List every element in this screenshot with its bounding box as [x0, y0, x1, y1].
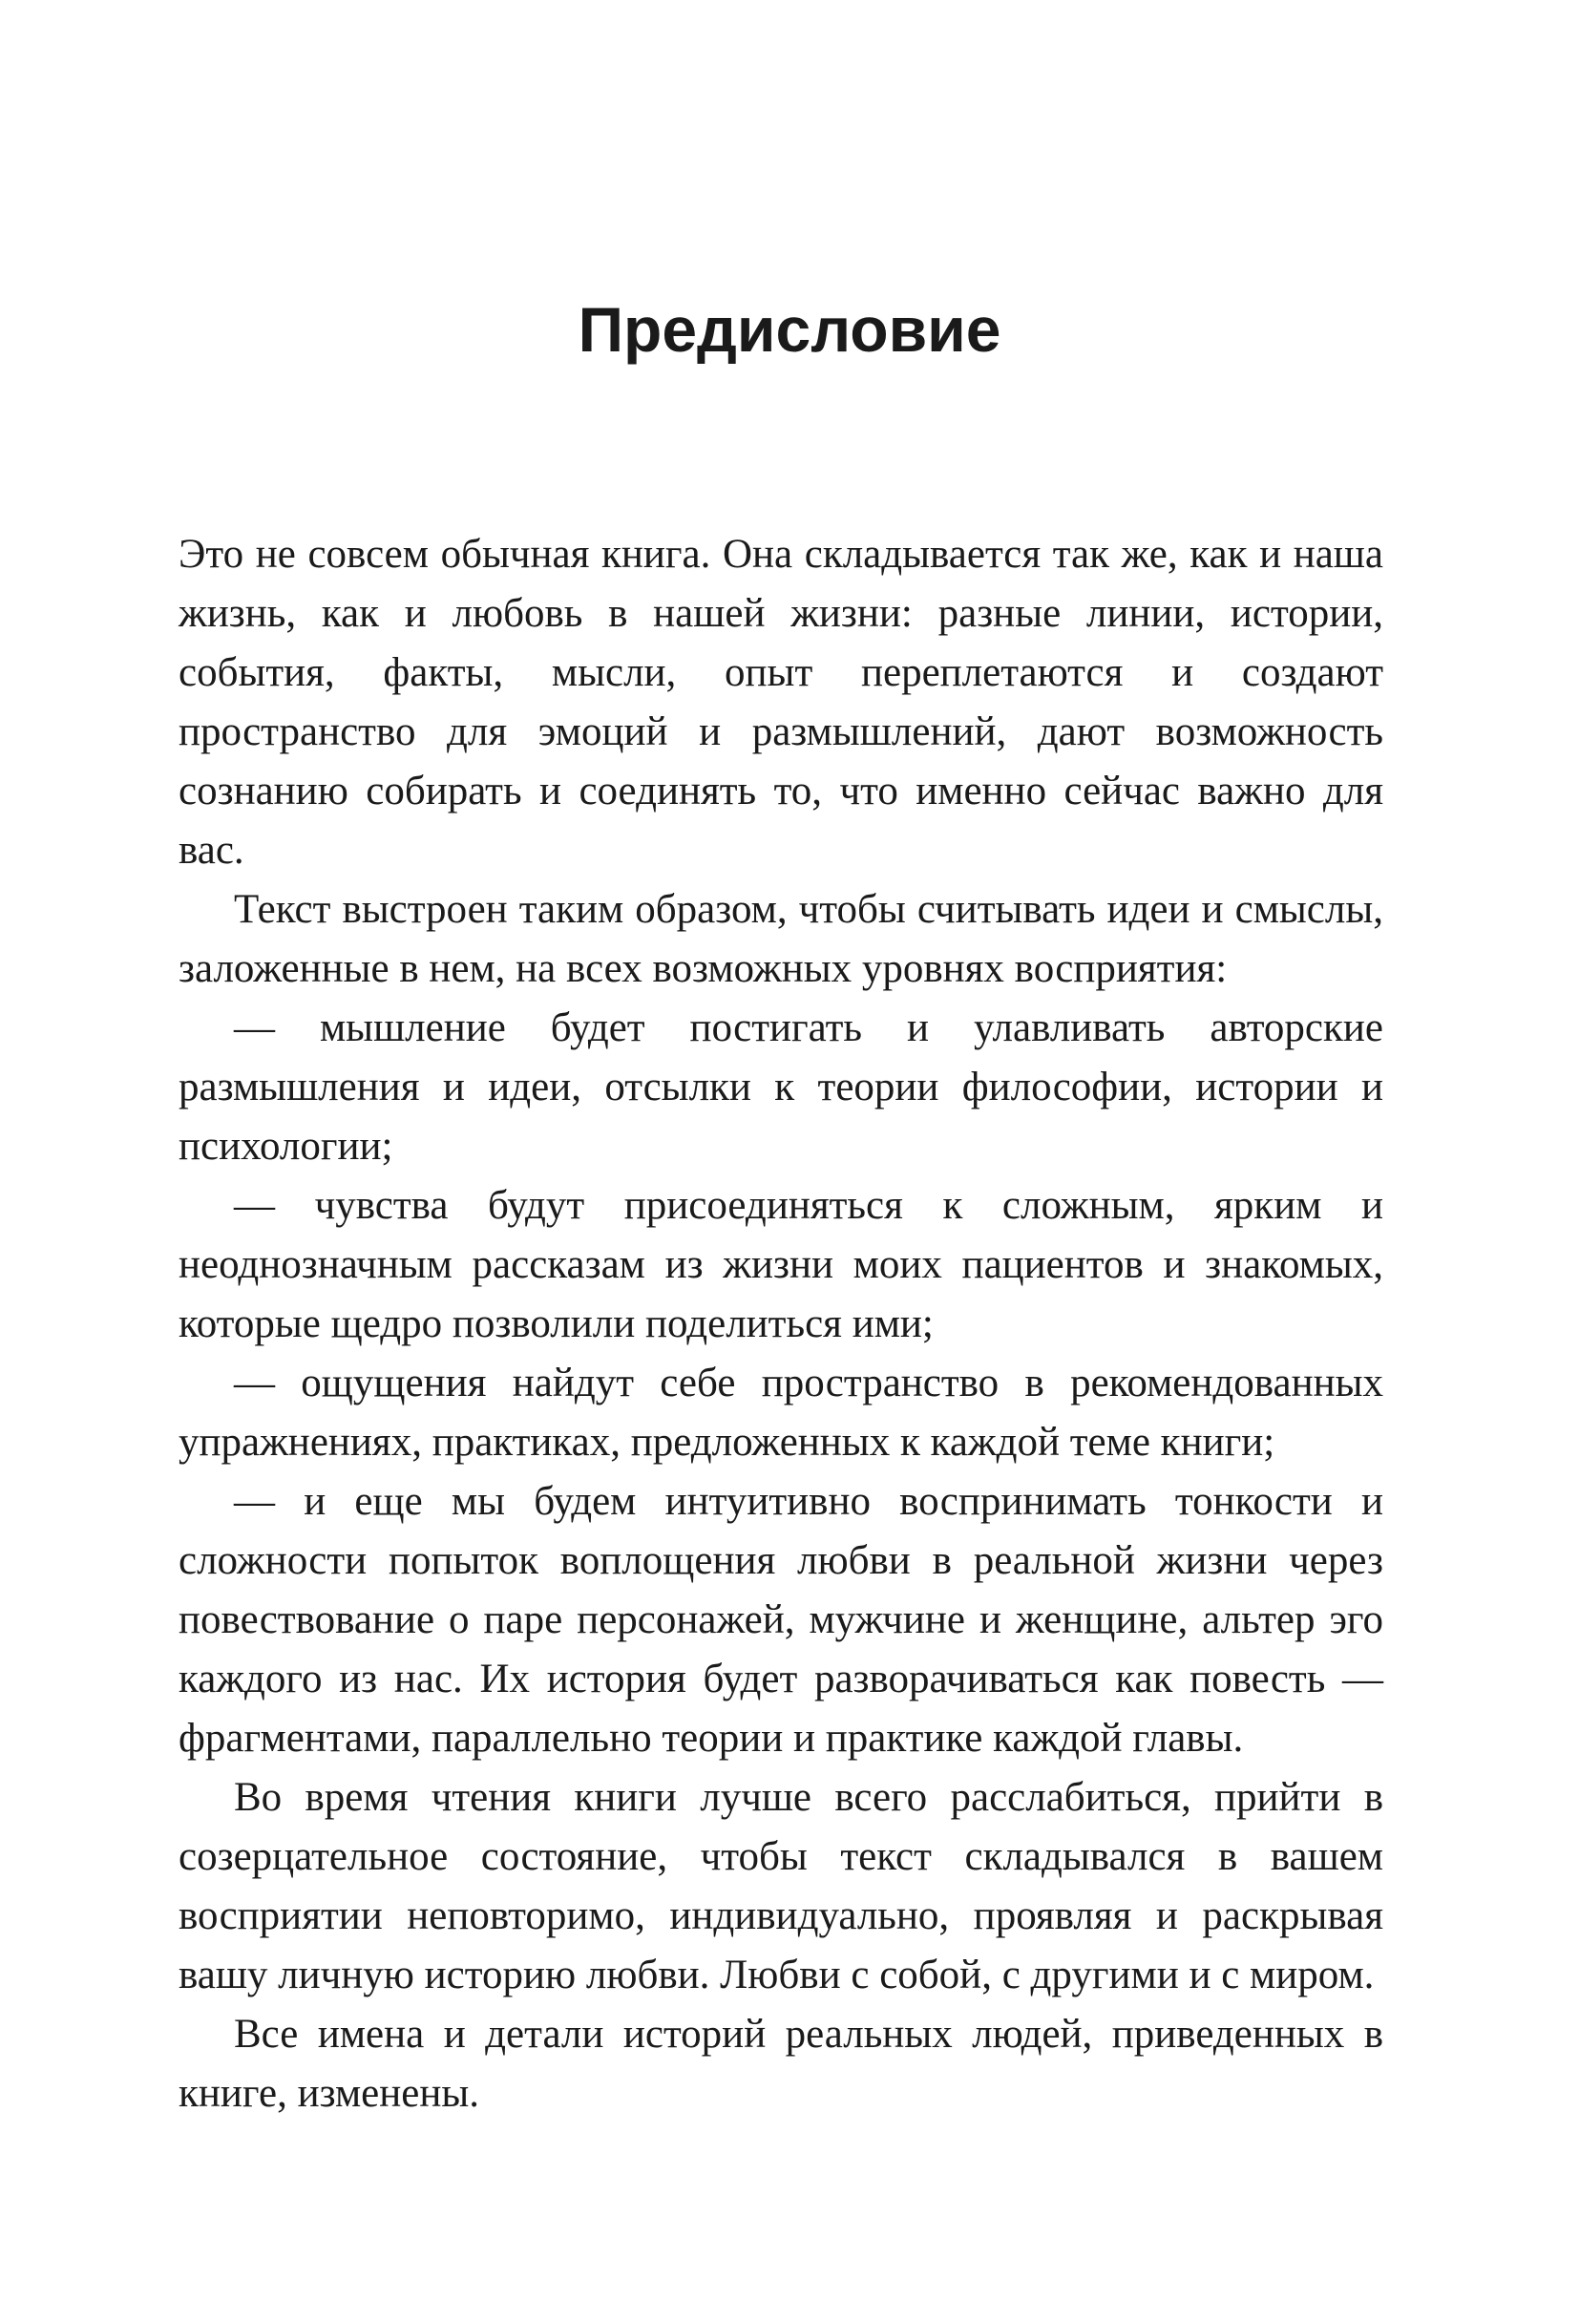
paragraph-names-disclaimer: Все имена и детали историй реальных людей, приведенных в книге, изменены. — [179, 2012, 1383, 2116]
paragraph-reading-advice: Во время чтения книги лучше всего расслабиться, прийти в созерцательное состояние, чтобы текст складывался в вашем восприятии неповторимо, индивидуально, проявляя и раскрывая вашу личную историю любви. Любви с собой, с другими и с миром. — [179, 1775, 1383, 1997]
paragraph-text-structure: Текст выстроен таким образом, чтобы считывать идеи и смыслы, заложенные в нем, на всех возможных уровнях восприятия: — [179, 887, 1383, 991]
paragraph-intuition-item: — и еще мы будем интуитивно воспринимать тонкости и сложности попыток воплощения любви в реальной жизни через повествование о паре персонажей, мужчине и женщине, альтер эго каждого из нас. Их история будет разворачиваться как повесть — фрагментами, параллельно теории и практике каждой главы. — [179, 1479, 1383, 1761]
paragraph-feelings-item: — чувства будут присоединяться к сложным, ярким и неоднозначным рассказам из жизни моих пациентов и знакомых, которые щедро позволили поделиться ими; — [179, 1183, 1383, 1346]
preface-body — [179, 525, 1383, 2123]
chapter-title: Предисловие — [578, 294, 1001, 365]
paragraph-sensations-item: — ощущения найдут себе пространство в рекомендованных упражнениях, практиках, предложенных к каждой теме книги; — [179, 1361, 1383, 1465]
paragraph-thinking-item: — мышление будет постигать и улавливать авторские размышления и идеи, отсылки к теории философии, истории и психологии; — [179, 1005, 1383, 1169]
paragraph-intro: Это не совсем обычная книга. Она складывается так же, как и наша жизнь, как и любовь в нашей жизни: разные линии, истории, события, факты, мысли, опыт переплетаются и создают пространство для эмоций и размышлений, дают возможность сознанию собирать и соединять то, что именно сейчас важно для вас. — [179, 532, 1383, 873]
